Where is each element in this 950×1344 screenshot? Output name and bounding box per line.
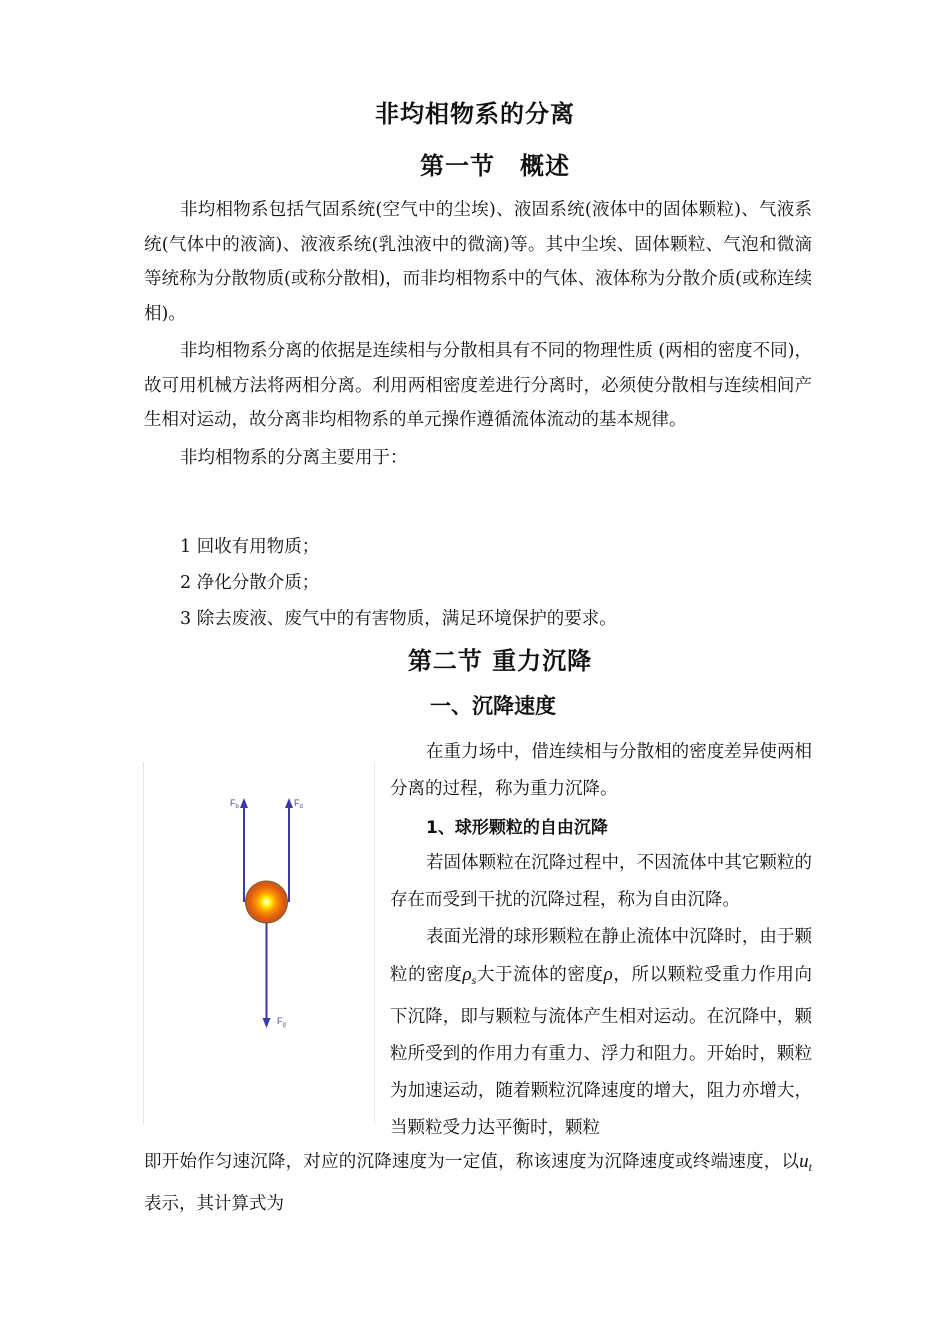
ut-symbol: $u_t$ xyxy=(799,1151,812,1174)
arrow-down-icon xyxy=(263,1018,271,1028)
text-run: 表示，其计算式为 xyxy=(144,1194,284,1214)
section-1-body xyxy=(144,193,812,475)
arrow-up-icon xyxy=(240,798,248,808)
text-run-clipped: ，所以颗粒受重力作用向下沉降，即与颗粒与流体产生相对运动。在沉降中，颗粒所受到的作用力有重力、浮力和阻力。开始时，颗粒为加速运动，随着颗粒沉降速度的增大，阻力亦增大，当颗粒受力达平衡时，颗粒 xyxy=(390,965,813,1138)
list-item: 3 除去废液、废气中的有害物质，满足环境保护的要求。 xyxy=(180,609,617,629)
paragraph: 非均相物系的分离主要用于： xyxy=(180,447,408,468)
paragraph: 在重力场中，借连续相与分散相的密度差异使两相分离的过程，称为重力沉降。 xyxy=(390,742,812,799)
uses-list xyxy=(180,529,617,637)
settling-force-figure xyxy=(143,762,375,1124)
free-settling-column xyxy=(390,845,812,1147)
arrow-up-icon xyxy=(285,798,293,808)
paragraph xyxy=(390,919,812,1147)
paragraph: 若固体颗粒在沉降过程中，不因流体中其它颗粒的存在而受到干扰的沉降过程，称为自由沉降。 xyxy=(390,853,812,910)
sphere-particle xyxy=(246,881,288,923)
text-run: 大于流体的密度 xyxy=(476,965,604,985)
rho-s-symbol: $\rho_s$ xyxy=(462,964,477,987)
paragraph: 非均相物系分离的依据是连续相与分散相具有不同的物理性质 (两相的密度不同)，故可用机械方法将两相分离。利用两相密度差进行分离时，必须使分散相与连续相间产生相对运动，故分离非均相物系的单元操作遵循流体流动的基本规律。 xyxy=(144,341,812,430)
force-diagram xyxy=(144,762,374,1124)
subsubsection-heading: 1、球形颗粒的自由沉降 xyxy=(426,818,608,838)
list-item: 2 净化分散介质； xyxy=(180,573,320,593)
document-title: 非均相物系的分离 xyxy=(375,99,575,128)
rho-symbol: ρ xyxy=(603,964,613,985)
force-label-drag: $F_d$ xyxy=(294,798,303,810)
paragraph: 非均相物系包括气固系统(空气中的尘埃)、液固系统(液体中的固体颗粒)、气液系统(气体中的液滴)、液液系统(乳浊液中的微滴)等。其中尘埃、固体颗粒、气泡和微滴等统称为分散物质(或称分散相)，而非均相物系中的气体、液体称为分散介质(或称连续相)。 xyxy=(144,200,812,324)
subsection-heading: 一、沉降速度 xyxy=(430,693,556,718)
text-run: 即开始作匀速沉降，对应的沉降速度为一定值，称该速度为沉降速度或终端速度，以 xyxy=(144,1152,800,1172)
section-2-heading: 第二节 重力沉降 xyxy=(407,646,593,675)
intro-paragraph-column xyxy=(390,734,812,808)
force-label-gravity: $F_g$ xyxy=(277,1016,286,1028)
section-1-heading: 第一节 概述 xyxy=(420,151,570,180)
text-run: 表面光滑的球形颗粒在静止流体中沉降时，由于颗粒的密度 xyxy=(390,927,812,985)
list-item: 1 回收有用物质； xyxy=(180,537,320,557)
terminal-velocity-paragraph xyxy=(144,1143,812,1223)
force-label-buoyancy: $F_b$ xyxy=(230,798,239,810)
